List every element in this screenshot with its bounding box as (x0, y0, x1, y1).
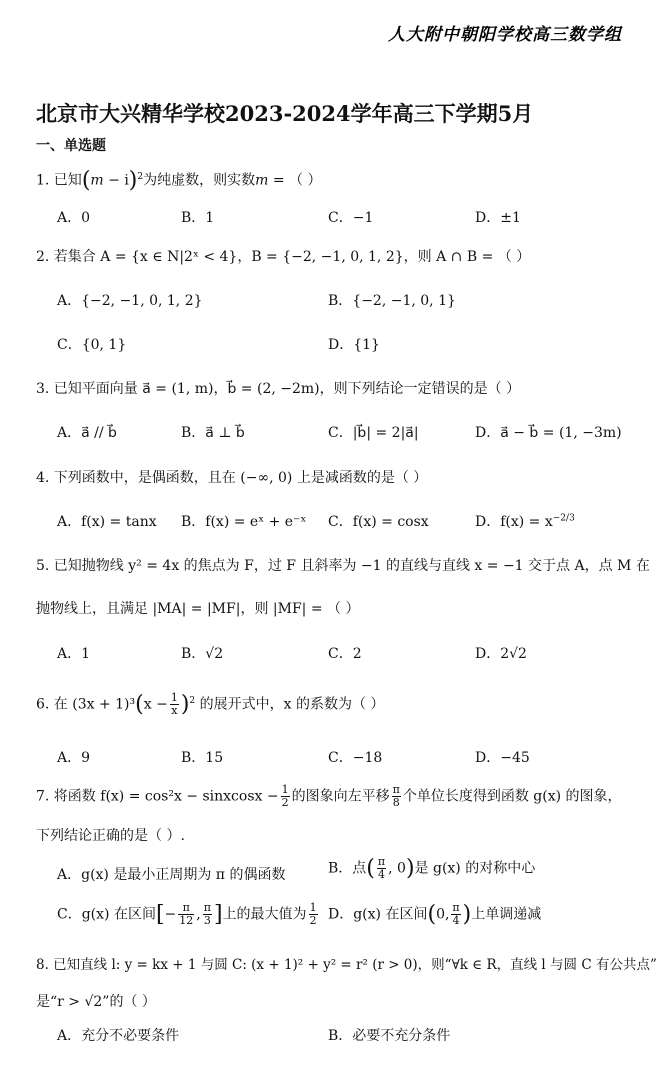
q6-stem-b: x − (143, 696, 168, 713)
q4-option-c: C．f(x) = cosx (328, 514, 429, 530)
q5-option-b: B．√2 (181, 646, 224, 662)
question-8-stem: 8. 已知直线 l: y = kx + 1 与圆 C: (x + 1)² + y² = r² (r > 0)，则“∀k ∈ R，直线 l 与圆 C 有公共点” (36, 957, 657, 973)
q2-option-b: B．{−2, −1, 0, 1} (328, 293, 456, 309)
q1-option-b: B．1 (181, 210, 215, 226)
q4-option-b: B．f(x) = eˣ + e⁻ˣ (181, 514, 307, 530)
q1-option-c: C．−1 (328, 210, 374, 226)
watermark-text: 人大附中朝阳学校高三数学组 (388, 25, 622, 45)
q7-option-a: A．g(x) 是最小正周期为 π 的偶函数 (57, 867, 286, 883)
q6-fraction: $\frac{1}{x}$ (170, 691, 178, 717)
q7-frac-1: $\frac{1}{2}$ (281, 783, 289, 809)
q1-var: m (255, 172, 269, 189)
q1-stem-c: = （ ） (268, 172, 322, 189)
section-heading: 一、单选题 (36, 138, 106, 154)
q2-option-c: C．{0, 1} (57, 337, 127, 353)
q2-option-d: D．{1} (328, 337, 380, 353)
q3-option-d: D．a⃗ − b⃗ = (1, −3m) (475, 425, 622, 441)
question-1-stem: 1. 已知$(m - i)^2$为纯虚数，则实数m = （ ） (36, 168, 322, 193)
q7-option-b: B．点( $\frac{\pi}{4}$ , 0)是 g(x) 的对称中心 (328, 855, 536, 881)
page-title: 北京市大兴精华学校2023-2024学年高三下学期5月 (36, 101, 534, 126)
q7-stem-a: 7. 将函数 f(x) = cos²x − sinxcosx − (36, 788, 279, 805)
q6-option-c: C．−18 (328, 750, 383, 766)
question-4-stem: 4. 下列函数中，是偶函数，且在 (−∞, 0) 上是减函数的是（ ） (36, 470, 428, 486)
q1-option-a: A．0 (57, 210, 91, 226)
q3-option-c: C．|b⃗| = 2|a⃗| (328, 425, 419, 441)
question-3-stem: 3. 已知平面向量 a⃗ = (1, m)，b⃗ = (2, −2m)，则下列结论一定错误的是（ ） (36, 381, 521, 397)
q3-option-a: A．a⃗ // b⃗ (57, 425, 117, 441)
q6-stem-c: 的展开式中，x 的系数为（ ） (199, 696, 385, 713)
question-5-stem: 5. 已知抛物线 y² = 4x 的焦点为 F，过 F 且斜率为 −1 的直线与直线 x = −1 交于点 A，点 M 在 (36, 558, 650, 574)
q7-frac-2: $\frac{\pi}{8}$ (392, 783, 400, 809)
q6-option-a: A．9 (57, 750, 91, 766)
question-2-stem: 2. 若集合 A = {x ∈ N|2ˣ < 4}，B = {−2, −1, 0, 1, 2}，则 A ∩ B = （ ） (36, 249, 531, 265)
q1-option-d: D．±1 (475, 210, 521, 226)
q6-stem-a: 6. 在 (3x + 1)³ (36, 696, 136, 713)
q6-option-d: D．−45 (475, 750, 530, 766)
q4-d-exp: −2/3 (552, 513, 575, 524)
question-8-stem-line2: 是“r > √2”的（ ） (36, 994, 156, 1010)
q1-exp: 2 (137, 171, 144, 182)
q6-option-b: B．15 (181, 750, 224, 766)
q7-stem-c: 个单位长度得到函数 g(x) 的图象， (402, 788, 622, 805)
question-7-stem-line2: 下列结论正确的是（ ）. (36, 828, 185, 844)
q7-option-c: C．g(x) 在区间[− $\frac{\pi}{12}$ , $\frac{\pi}{3}$ ]上的最大值为 $\frac{1}{2}$ (57, 901, 317, 927)
q1-stem-b: 为纯虚数，则实数 (143, 172, 256, 189)
q4-option-a: A．f(x) = tanx (57, 514, 157, 530)
q1-stem-a: 1. 已知 (36, 172, 82, 189)
q3-option-b: B．a⃗ ⊥ b⃗ (181, 425, 245, 441)
q2-option-a: A．{−2, −1, 0, 1, 2} (57, 293, 203, 309)
q7-option-d: D．g(x) 在区间(0, $\frac{\pi}{4}$ )上单调递减 (328, 901, 542, 927)
q8-option-a: A．充分不必要条件 (57, 1028, 180, 1044)
question-7-stem (36, 784, 622, 809)
q7-stem-b: 的图象向左平移 (291, 788, 390, 805)
question-6-stem: 6. 在 (3x + 1)³(x − $\frac{1}{x}$ )$^2$ 的展开式中，x 的系数为（ ） (36, 691, 385, 717)
q4-option-d (475, 511, 575, 531)
q8-option-b: B．必要不充分条件 (328, 1028, 451, 1044)
q5-option-a: A．1 (57, 646, 91, 662)
q4-d-base: D．f(x) = x (475, 514, 553, 530)
question-5-stem-line2: 抛物线上，且满足 |MA| = |MF|，则 |MF| = （ ） (36, 601, 360, 617)
q5-option-d: D．2√2 (475, 646, 527, 662)
q5-option-c: C．2 (328, 646, 362, 662)
